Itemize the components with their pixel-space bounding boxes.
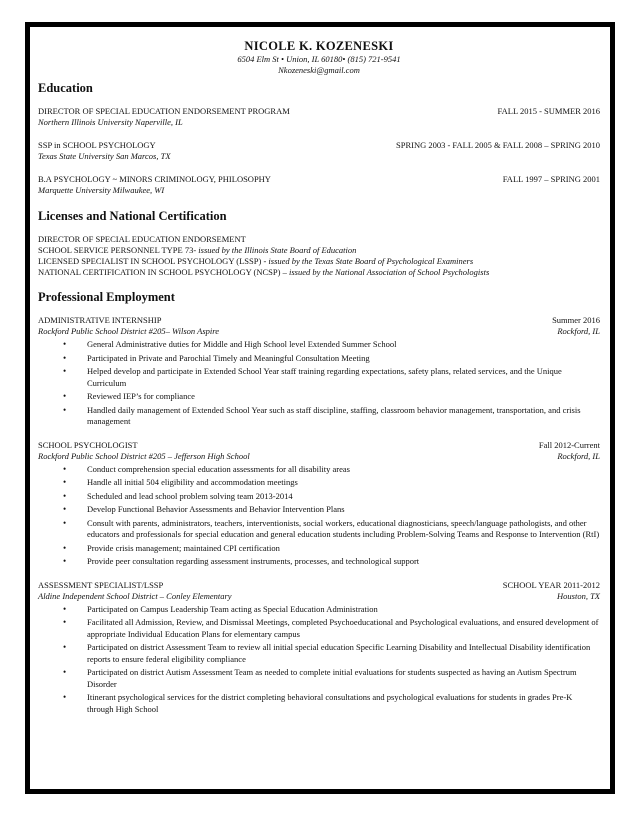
license-name: LICENSED SPECIALIST IN SCHOOL PSYCHOLOGY (LSSP) [38, 256, 262, 266]
license-item [38, 256, 600, 267]
duty-item: • Conduct comprehension special education assessments for all disability areas [77, 464, 600, 476]
license-item [38, 267, 600, 278]
contact-email: Nkozeneski@gmail.com [278, 65, 360, 75]
degree-title: B.A PSYCHOLOGY ~ MINORS CRIMINOLOGY, PHILOSOPHY [38, 174, 271, 184]
license-issuer: – issued by the National Association of School Psychologists [280, 267, 490, 277]
duty-item: • Scheduled and lead school problem solving team 2013-2014 [77, 491, 600, 503]
duty-item: • Consult with parents, administrators, teachers, interventionists, social workers, educational diagnosticians, speech/language pathologists, and other educators and professionals for special education and general education students including Problem-Solving Teams and Response to Intervention (RtI) [77, 518, 600, 541]
job-location: Rockford, IL [557, 450, 600, 461]
job-duties [38, 339, 600, 428]
duty-item: • Develop Functional Behavior Assessments and Behavior Intervention Plans [77, 504, 600, 516]
duty-item: • General Administrative duties for Middle and High School level Extended Summer School [77, 339, 600, 351]
duty-item: • Participated on district Autism Assessment Team as needed to complete initial evaluations for students suspected as having an Autism Spectrum Disorder [77, 667, 600, 690]
education-heading: Education [38, 81, 93, 95]
job-employer: Rockford Public School District #205 – Jefferson High School [38, 450, 250, 461]
duty-item: • Participated on Campus Leadership Team acting as Special Education Administration [77, 604, 600, 616]
employment-heading: Professional Employment [38, 290, 175, 304]
candidate-name: NICOLE K. KOZENESKI [244, 39, 394, 53]
job-title: ASSESSMENT SPECIALIST/LSSP [38, 579, 164, 590]
job-dates: Fall 2012-Current [538, 439, 600, 450]
education-entry [38, 174, 600, 196]
duty-item: • Participated on district Assessment Team to review all initial special education Specific Learning Disability and Intellectual Disability identification reports to ensure federal eligibility compliance [77, 642, 600, 665]
job-entry [38, 315, 600, 428]
license-name: SCHOOL SERVICE PERSONNEL TYPE 73 [38, 245, 194, 255]
contact-address: 6504 Elm St • Union, IL 60180• (815) 721-9541 [237, 54, 401, 64]
duty-item: • Provide peer consultation regarding assessment instruments, processes, and technological support [77, 556, 600, 568]
education-entry [38, 106, 600, 128]
degree-title: DIRECTOR OF SPECIAL EDUCATION ENDORSEMENT PROGRAM [38, 106, 290, 116]
job-entry [38, 440, 600, 568]
degree-dates: FALL 2015 - SUMMER 2016 [497, 106, 600, 116]
school-name: Northern Illinois University Naperville, IL [38, 117, 183, 127]
duty-item: • Facilitated all Admission, Review, and Dismissal Meetings, completed Psychoeducational and Psychological evaluations, and ensured development of appropriate Individual Education Plans for elementary campus [77, 617, 600, 640]
page-border [25, 22, 615, 794]
duty-item: • Handled daily management of Extended School Year such as staff discipline, staffing, classroom behavior management, transportation, and crisis management [77, 405, 600, 428]
license-issuer: - issued by the Illinois State Board of Education [193, 245, 357, 255]
job-dates: Summer 2016 [552, 315, 600, 325]
job-duties [38, 604, 600, 716]
job-dates: SCHOOL YEAR 2011-2012 [502, 579, 600, 590]
duty-item: • Helped develop and participate in Extended School Year staff training regarding expectations, safety plans, related services, and the Unique Curriculum [77, 366, 600, 389]
license-name: NATIONAL CERTIFICATION IN SCHOOL PSYCHOLOGY (NCSP) [38, 267, 281, 277]
job-title: ADMINISTRATIVE INTERNSHIP [38, 315, 162, 325]
school-name: Marquette University Milwaukee, WI [38, 185, 165, 195]
school-name: Texas State University San Marcos, TX [38, 151, 171, 161]
license-issuer: - issued by the Texas State Board of Psychological Examiners [261, 256, 474, 266]
degree-title: SSP in SCHOOL PSYCHOLOGY [38, 140, 156, 150]
duty-item: • Participated in Private and Parochial Timely and Meaningful Consultation Meeting [77, 353, 600, 365]
license-item [38, 245, 600, 256]
duty-item: • Reviewed IEP’s for compliance [77, 391, 600, 403]
job-employer: Rockford Public School District #205– Wilson Aspire [38, 326, 220, 336]
duty-item: • Provide crisis management; maintained CPI certification [77, 543, 600, 555]
job-duties [38, 464, 600, 568]
duty-item: • Itinerant psychological services for the district completing behavioral consultations and psychological evaluations for students in grades Pre-K through High School [77, 692, 600, 715]
job-location: Rockford, IL [557, 326, 600, 336]
job-entry [38, 580, 600, 716]
licenses-list [38, 234, 600, 278]
license-name: DIRECTOR OF SPECIAL EDUCATION ENDORSEMENT [38, 234, 246, 244]
job-location: Houston, TX [557, 590, 600, 601]
degree-dates: FALL 1997 – SPRING 2001 [502, 174, 600, 184]
education-entry [38, 140, 600, 162]
licenses-heading: Licenses and National Certification [38, 209, 227, 223]
resume-content [38, 39, 600, 717]
degree-dates: SPRING 2003 - FALL 2005 & FALL 2008 – SPRING 2010 [395, 140, 600, 150]
license-item [38, 234, 600, 245]
duty-item: • Handle all initial 504 eligibility and accommodation meetings [77, 477, 600, 489]
job-employer: Aldine Independent School District – Conley Elementary [38, 590, 232, 601]
job-title: SCHOOL PSYCHOLOGIST [38, 439, 138, 450]
